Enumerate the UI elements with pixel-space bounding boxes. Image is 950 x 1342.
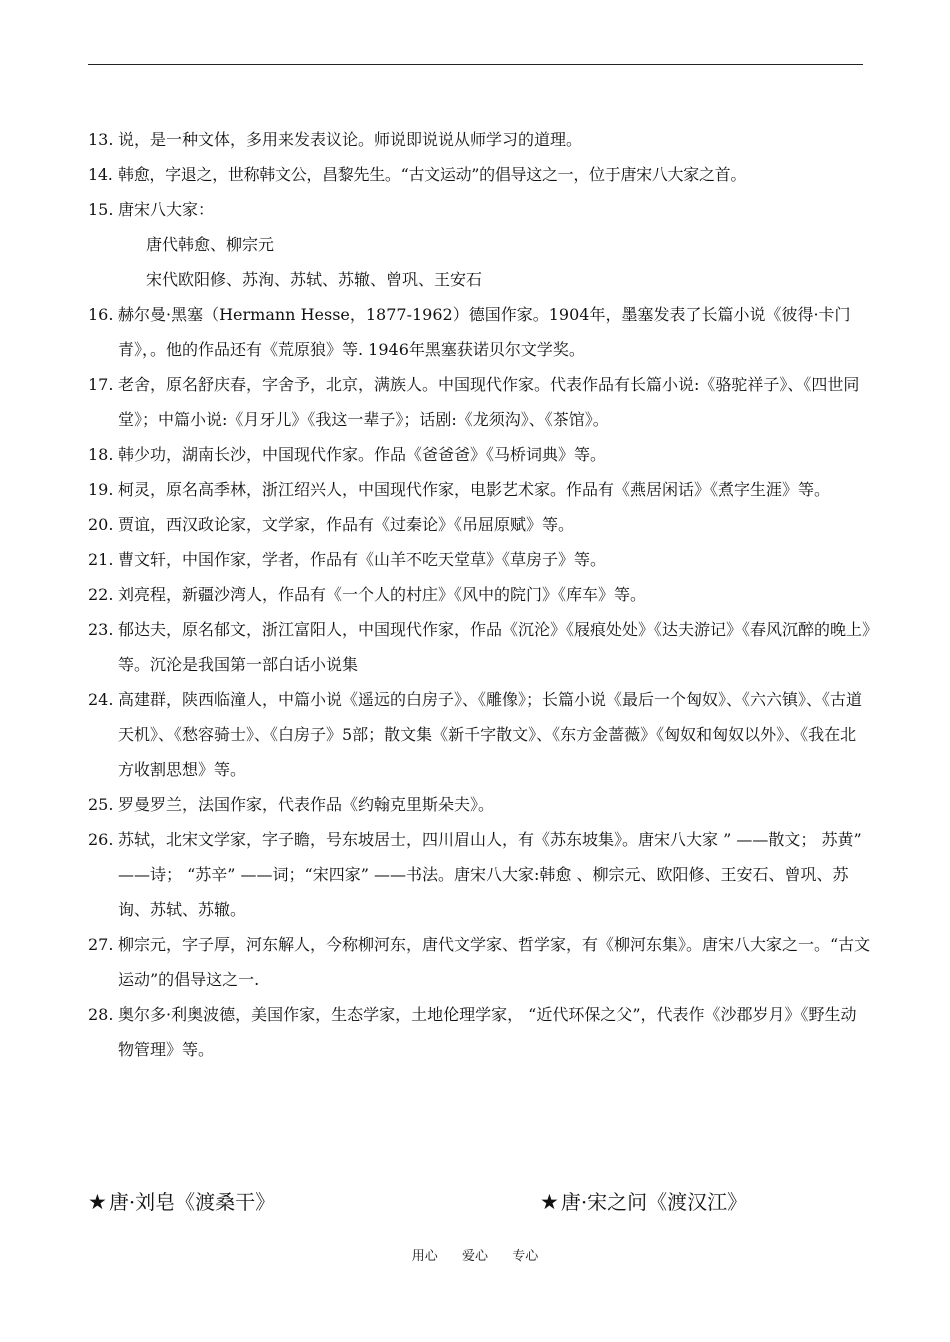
entry-16: [88, 297, 872, 367]
entry-text: 唐宋八大家：: [118, 200, 215, 219]
entry-22: [88, 577, 872, 612]
entry-number: 24.: [88, 690, 114, 709]
page-footer: 用心 爱心 专心: [411, 1249, 539, 1264]
entry-number: 25.: [88, 795, 114, 814]
entry-text: 苏轼，北宋文学家，字子瞻，号东坡居士，四川眉山人，有《苏东坡集》。唐宋八大家 ” ——散文； 苏黄” ——诗； “苏辛” ——词；“宋四家” ——书法。唐宋八大家:韩愈 、柳宗元、欧阳修、王安石、曾巩、苏询、苏轼、苏辙。: [118, 830, 862, 919]
star-icon: ★: [88, 1190, 107, 1214]
entry-number: 22.: [88, 585, 114, 604]
entry-text: 高建群，陕西临潼人，中篇小说《遥远的白房子》、《雕像》；长篇小说《最后一个匈奴》、《六六镇》、《古道天机》、《愁容骑士》、《白房子》5部；散文集《新千字散文》、《东方金蔷薇》《匈奴和匈奴以外》、《我在北方收割思想》等。: [118, 690, 863, 779]
song-masters: 宋代欧阳修、苏洵、苏轼、苏辙、曾巩、王安石: [146, 270, 483, 289]
entry-text: 说，是一种文体，多用来发表议论。师说即说说从师学习的道理。: [118, 130, 583, 149]
entry-13: [88, 122, 872, 157]
entry-text: 郁达夫，原名郁文，浙江富阳人，中国现代作家，作品《沉沦》《屐痕处处》《达夫游记》《春风沉醉的晚上》等。沉沦是我国第一部白话小说集: [118, 620, 871, 674]
entry-text: 韩愈，字退之，世称韩文公，昌黎先生。“古文运动”的倡导这之一，位于唐宋八大家之首。: [118, 165, 747, 184]
entry-text: 罗曼罗兰，法国作家，代表作品《约翰克里斯朵夫》。: [118, 795, 495, 814]
poem-heading-left: [88, 1185, 275, 1219]
entry-number: 20.: [88, 515, 114, 534]
entry-number: 15.: [88, 200, 114, 219]
entry-text: 奥尔多·利奥波德，美国作家，生态学家，土地伦理学家， “近代环保之父”，代表作《沙郡岁月》《野生动物管理》等。: [118, 1005, 857, 1059]
entry-text: 曹文轩，中国作家，学者，作品有《山羊不吃天堂草》《草房子》等。: [118, 550, 607, 569]
entry-number: 23.: [88, 620, 114, 639]
entry-text: 柯灵，原名高季林，浙江绍兴人，中国现代作家，电影艺术家。作品有《燕居闲话》《煮字生涯》等。: [118, 480, 831, 499]
entry-text: 贾谊，西汉政论家，文学家，作品有《过秦论》《吊屈原赋》等。: [118, 515, 575, 534]
entry-17: [88, 367, 872, 437]
entry-24: [88, 682, 872, 787]
poem-heading-right: [540, 1185, 747, 1219]
entry-text: 柳宗元，字子厚，河东解人，今称柳河东，唐代文学家、哲学家，有《柳河东集》。唐宋八大家之一。“古文运动”的倡导这之一.: [118, 935, 871, 989]
poem-headings: [88, 1185, 863, 1219]
entry-text: 老舍，原名舒庆春，字舍予，北京，满族人。中国现代作家。代表作品有长篇小说:《骆驼祥子》、《四世同堂》；中篇小说:《月牙儿》《我这一辈子》；话剧:《龙须沟》、《茶馆》。: [118, 375, 860, 429]
entry-15: [88, 192, 872, 227]
entry-number: 28.: [88, 1005, 114, 1024]
header-rule: [88, 64, 863, 65]
entry-14: [88, 157, 872, 192]
entry-26: [88, 822, 872, 927]
entry-text: 韩少功，湖南长沙，中国现代作家。作品《爸爸爸》《马桥词典》等。: [118, 445, 607, 464]
entry-28: [88, 997, 872, 1067]
entry-19: [88, 472, 872, 507]
poem-title-right: 唐·宋之问《渡汉江》: [560, 1190, 748, 1214]
tang-masters: 唐代韩愈、柳宗元: [146, 235, 275, 254]
entry-number: 21.: [88, 550, 114, 569]
entry-number: 14.: [88, 165, 113, 184]
entry-number: 27.: [88, 935, 114, 954]
entry-number: 19.: [88, 480, 114, 499]
entry-number: 16.: [88, 305, 114, 324]
entry-text: 赫尔曼·黑塞（Hermann Hesse，1877-1962）德国作家。1904年，墨塞发表了长篇小说《彼得·卡门青》，。他的作品还有《荒原狼》等. 1946年黑塞获诺贝尔文学奖。: [118, 305, 851, 359]
entry-23: [88, 612, 872, 682]
entry-number: 26.: [88, 830, 114, 849]
entry-list: [88, 122, 872, 1067]
entry-18: [88, 437, 872, 472]
entry-20: [88, 507, 872, 542]
poem-title-left: 唐·刘皂《渡桑干》: [108, 1190, 276, 1214]
entry-number: 13.: [88, 130, 114, 149]
entry-25: [88, 787, 872, 822]
entry-text: 刘亮程，新疆沙湾人，作品有《一个人的村庄》《风中的院门》《库车》等。: [118, 585, 647, 604]
entry-number: 18.: [88, 445, 114, 464]
entry-21: [88, 542, 872, 577]
entry-number: 17.: [88, 375, 114, 394]
entry-27: [88, 927, 872, 997]
star-icon: ★: [540, 1190, 559, 1214]
